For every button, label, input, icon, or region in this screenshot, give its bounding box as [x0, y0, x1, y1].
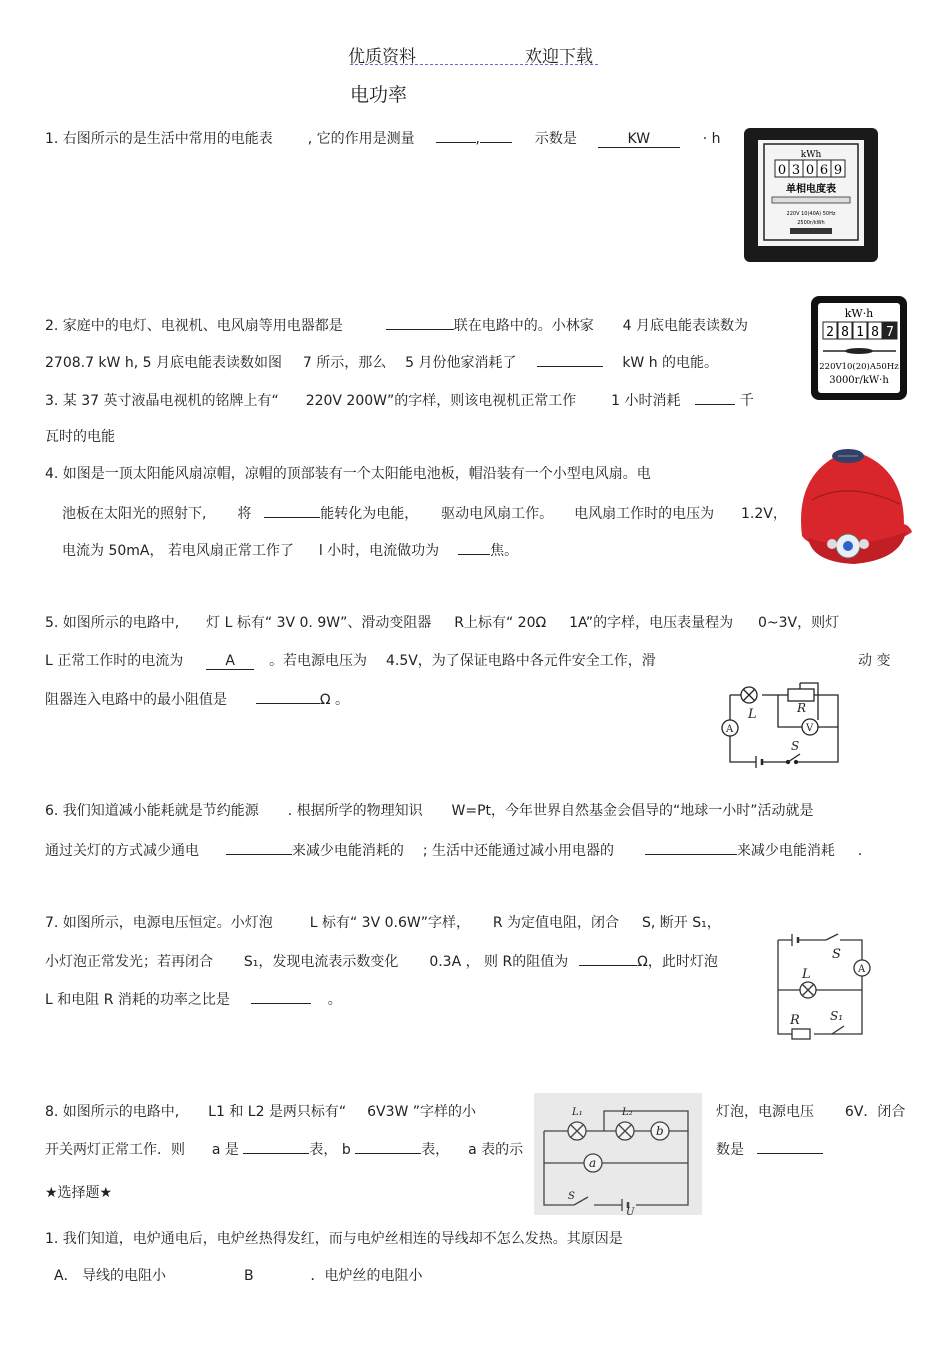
q2-text: 2. 家庭中的电灯、电视机、电风扇等用电器都是 — [45, 318, 343, 334]
meter1-digits — [775, 160, 845, 178]
label-S: S — [568, 1191, 575, 1202]
meter2-digits — [823, 322, 897, 340]
q2-blank-1[interactable] — [386, 313, 454, 330]
label-U: U — [626, 1207, 635, 1215]
label-L1: L₁ — [572, 1107, 583, 1118]
mc1-option-b[interactable] — [244, 1265, 423, 1285]
header-divider — [350, 64, 598, 65]
label-L2: L₂ — [622, 1107, 633, 1118]
q2-text: kW h 的电能。 — [622, 355, 719, 371]
meter2-digit: 8 — [841, 325, 849, 340]
q1-line — [45, 126, 720, 148]
q1-blank-1[interactable] — [436, 126, 476, 143]
q7-text: R 为定值电阻，闭合 — [492, 915, 620, 931]
meter1-spec: 220V 10(40A) 50Hz — [786, 211, 836, 217]
q8-text: 表， — [421, 1142, 450, 1158]
q2-text: 4 月底电能表读数为 — [622, 318, 748, 334]
q7-blank-1[interactable] — [579, 949, 637, 966]
q4-text: 池板在太阳光的照射下, — [62, 506, 207, 522]
meter1-digit: 3 — [791, 163, 801, 178]
meter2-spec: 220V10(20)A50Hz — [819, 362, 899, 372]
meter1-digit: 0 — [777, 163, 787, 178]
q8-line-1-end — [716, 1101, 905, 1121]
q2-line-2 — [45, 350, 718, 372]
q6-text: . — [857, 843, 863, 859]
page-title: 电功率 — [350, 84, 408, 106]
q5-text: L 正常工作时的电流为 — [45, 653, 184, 669]
q4-text: 焦。 — [490, 543, 519, 559]
circuit-diagram-q7 — [772, 930, 876, 1040]
meter1-name: 单相电度表 — [786, 184, 836, 195]
header-right: 欢迎下载 — [525, 47, 593, 67]
q7-text: 0.3A — [429, 954, 462, 970]
meter2-digit: 1 — [856, 325, 864, 340]
q5-text: 阻器连入电路中的最小阻值是 — [45, 692, 227, 708]
q5-line-3 — [45, 687, 349, 709]
q8-blank-2[interactable] — [355, 1137, 421, 1154]
q8-text: 6V3W ”字样的小 — [367, 1104, 477, 1120]
mc1-option-a[interactable]: A． 导线的电阻小 — [54, 1268, 167, 1284]
rheostat-icon — [788, 689, 814, 701]
label-b: b — [656, 1124, 664, 1138]
mc1-option-b-text: ．电炉丝的电阻小 — [310, 1268, 423, 1284]
q5-text: 。若电源电压为 — [269, 653, 368, 669]
mc1-option-b-letter: B — [244, 1268, 254, 1284]
q6-blank-2[interactable] — [645, 838, 737, 855]
q8-text: 6V．闭合 — [844, 1104, 906, 1120]
q7-text: L 标有“ 3V 0.6W”字样， — [309, 915, 470, 931]
q8-text: 开关两灯正常工作．则 — [45, 1142, 185, 1158]
q1-text-d: · h — [702, 131, 721, 147]
q5-line-1 — [45, 612, 839, 632]
meter2-unit: kW·h — [844, 307, 874, 320]
q8-line-2-end — [716, 1137, 823, 1159]
q2-text: 联在电路中的。小林家 — [453, 318, 594, 334]
q3-line-1 — [45, 388, 754, 410]
q4-blank-1[interactable] — [264, 501, 320, 518]
q5-text: R上标有“ 20Ω — [454, 615, 547, 631]
q4-line-3 — [62, 538, 518, 560]
label-R: R — [790, 1013, 800, 1028]
q2-text: 2708.7 kW h, 5 月底电能表读数如图 — [45, 355, 282, 371]
q1-blank-2[interactable] — [480, 126, 512, 143]
q1-text-a: 1. 右图所示的是生活中常用的电能表 — [45, 131, 273, 147]
q6-text: 6. 我们知道减小能耗就是节约能源 — [45, 803, 259, 819]
circuit-diagram-q5 — [718, 680, 848, 770]
mc1-stem: 1. 我们知道，电炉通电后，电炉丝热得发红，而与电炉丝相连的导线却不怎么发热。其原因是 — [45, 1231, 623, 1247]
section-heading: ★选择题★ — [45, 1185, 113, 1201]
q5-unit: A — [225, 653, 235, 669]
meter2-rev: 3000r/kW·h — [829, 375, 889, 386]
label-S: S — [832, 947, 841, 962]
q8-blank-3[interactable] — [757, 1137, 823, 1154]
meter1-digit: 9 — [833, 163, 843, 178]
q8-text: a 是 — [211, 1142, 239, 1158]
q7-text: Ω，此时灯泡 — [637, 954, 718, 970]
q6-text: 来减少电能消耗 — [736, 843, 835, 859]
q5-blank-2[interactable] — [256, 687, 320, 704]
solar-fan-cap-image — [788, 440, 914, 574]
q2-blank-2[interactable] — [537, 350, 603, 367]
resistor-icon — [792, 1029, 810, 1039]
circuit-diagram-q8 — [534, 1093, 702, 1215]
q4-text: 电流为 50mA， 若电风扇正常工作了 — [62, 543, 294, 559]
q5-line-2-end: 动 变 — [858, 653, 891, 669]
meter2-digit: 2 — [826, 325, 834, 340]
q3-text: 220V 200W”的字样，则该电视机正常工作 — [305, 393, 577, 409]
label-A: A — [858, 964, 866, 975]
q7-text: 。 — [327, 992, 342, 1008]
q6-line-2 — [45, 838, 862, 860]
q3-line-2: 瓦时的电能 — [45, 429, 115, 445]
q3-text: 千 — [739, 393, 754, 409]
q6-text: 通过关灯的方式减少通电 — [45, 843, 199, 859]
q2-text: 7 所示，那么 — [302, 355, 387, 371]
q5-text: 1A”的字样，电压表量程为 — [569, 615, 734, 631]
q5-text: 4.5V，为了保证电路中各元件安全工作，滑 — [385, 653, 656, 669]
meter1-rev: 2500r/kWh — [797, 220, 825, 226]
q5-line-2 — [45, 650, 656, 670]
q8-text: 数是 — [716, 1142, 744, 1158]
q4-blank-2[interactable] — [458, 538, 490, 555]
q3-blank[interactable] — [695, 388, 735, 405]
q8-line-1 — [45, 1101, 476, 1121]
q1-kw: KW — [627, 131, 651, 147]
q7-text: S, 断开 S₁， — [641, 915, 721, 931]
q4-text: 1.2V， — [740, 506, 787, 522]
label-R: R — [797, 701, 807, 715]
meter2-digit: 7 — [886, 325, 894, 340]
q4-text: 驱动电风扇工作。 — [441, 506, 554, 522]
q3-text: 1 小时消耗 — [611, 393, 681, 409]
label-L: L — [802, 967, 811, 982]
q7-line-3 — [45, 987, 342, 1009]
q1-comma: , — [475, 131, 480, 147]
q6-text: . 根据所学的物理知识 — [287, 803, 423, 819]
q7-text: L 和电阻 R 消耗的功率之比是 — [45, 992, 230, 1008]
q8-text: a 表的示 — [468, 1142, 524, 1158]
meter2-digit: 8 — [871, 325, 879, 340]
q7-line-2 — [45, 949, 718, 971]
meter1-unit: kWh — [800, 150, 822, 160]
q8-blank-1[interactable] — [243, 1137, 309, 1154]
q7-text: S₁，发现电流表示数变化 — [243, 954, 399, 970]
q2-text: 5 月份他家消耗了 — [405, 355, 517, 371]
electric-meter-image-2 — [810, 295, 908, 401]
header-left: 优质资料 — [348, 47, 416, 67]
q4-text: 将 — [237, 506, 252, 522]
q1-text-c: 示数是 — [534, 131, 577, 147]
q6-blank-1[interactable] — [226, 838, 292, 855]
meter1-digit: 0 — [805, 163, 815, 178]
q7-blank-2[interactable] — [251, 987, 311, 1004]
q6-line-1 — [45, 800, 814, 820]
q4-text: l 小时，电流做功为 — [318, 543, 440, 559]
q5-blank-1[interactable] — [206, 653, 254, 670]
q8-line-2 — [45, 1137, 523, 1159]
q7-line-1 — [45, 912, 721, 932]
q4-text: 能转化为电能， — [320, 506, 419, 522]
q2-line-1 — [45, 313, 748, 335]
q3-text: 3. 某 37 英寸液晶电视机的铭牌上有“ — [45, 393, 279, 409]
q6-text: W=Pt，今年世界自然基金会倡导的“地球一小时”活动就是 — [451, 803, 814, 819]
label-V: V — [806, 723, 814, 734]
meter1-digit: 6 — [819, 163, 829, 178]
label-a: a — [589, 1156, 597, 1170]
q1-blank-3[interactable] — [598, 131, 680, 148]
q8-text: 表， b — [309, 1142, 351, 1158]
q4-text: 电风扇工作时的电压为 — [574, 506, 715, 522]
q8-text: L1 和 L2 是两只标有“ — [208, 1104, 347, 1120]
q1-text-b: , 它的作用是测量 — [307, 131, 415, 147]
q8-text: 8. 如图所示的电路中, — [45, 1104, 180, 1120]
label-S1: S₁ — [830, 1009, 844, 1023]
q6-text: 来减少电能消耗的 — [291, 843, 404, 859]
q7-text: 小灯泡正常发光；若再闭合 — [45, 954, 213, 970]
electric-meter-image-1 — [742, 126, 880, 264]
q5-text: 0~3V，则灯 — [758, 615, 840, 631]
label-S: S — [791, 739, 800, 753]
q4-line-2 — [62, 501, 787, 523]
q7-text: 7. 如图所示，电源电压恒定。小灯泡 — [45, 915, 273, 931]
label-L: L — [748, 707, 757, 722]
q8-text: 灯泡，电源电压 — [716, 1104, 814, 1120]
q5-text: 5. 如图所示的电路中, — [45, 615, 180, 631]
q5-text: Ω 。 — [319, 692, 350, 708]
q7-text: ， 则 R的阻值为 — [465, 954, 569, 970]
q5-text: 灯 L 标有“ 3V 0. 9W”、滑动变阻器 — [206, 615, 432, 631]
q4-line-1: 4. 如图是一顶太阳能风扇凉帽，凉帽的顶部装有一个太阳能电池板，帽沿装有一个小型电风扇。电 — [45, 466, 651, 482]
label-A: A — [726, 724, 734, 735]
q6-text: ; 生活中还能通过减小用电器的 — [422, 843, 614, 859]
